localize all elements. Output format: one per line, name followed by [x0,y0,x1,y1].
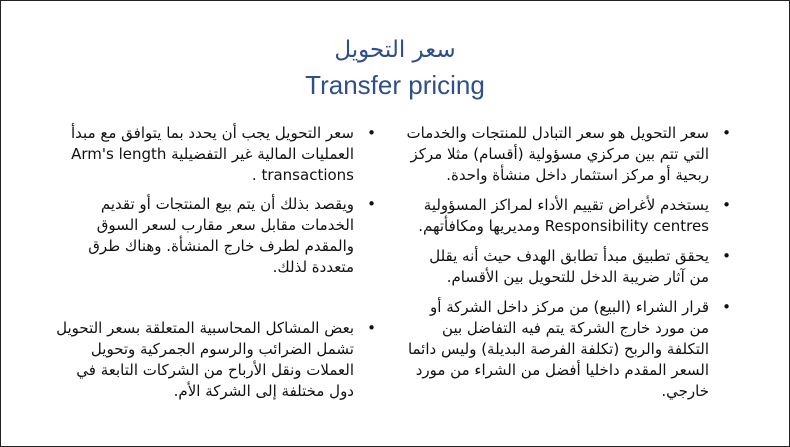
left-bullet-column [56,123,376,402]
bullet-text: بعض المشاكل المحاسبية المتعلقة بسعر التحويل تشمل الضرائب والرسوم الجمركية وتحويل العملات ونقل الأرباح من الشركات التابعة في دول مختلفة إلى الشركة الأم. [56,319,354,400]
bullet-item [56,123,376,186]
bullet-text: قرار الشراء (البيع) من مركز داخل الشركة أو من مورد خارج الشركة يتم فيه التفاضل بين التكلفة والربح (تكلفة الفرصة البديلة) وليس دائما السعر المقدم داخليا أفضل من الشراء من مورد خارجي. [407,298,709,400]
bullet-text: يستخدم لأغراض تقييم الأداء لمراكز المسؤولية Responsibility centres ومديريها ومكافأتهم. [418,196,709,235]
bullet-item [56,318,376,402]
bullet-text: سعر التحويل هو سعر التبادل للمنتجات والخدمات التي تتم بين مركزي مسؤولية (أقسام) مثلا مركز ربحية أو مركز استثمار داخل منشأة واحدة. [406,124,709,184]
bullet-item [56,194,376,278]
bullet-item [406,123,731,186]
bullet-text: ويقصد بذلك أن يتم بيع المنتجات أو تقديم الخدمات مقابل سعر مقارب لسعر السوق والمقدم لطرف خارج المنشأة. وهناك طرق متعددة لذلك. [88,195,354,276]
right-bullet-column [406,123,731,402]
bullet-item [406,195,731,237]
bullet-icon: • [722,124,731,142]
slide-title-english: Transfer pricing [305,70,485,100]
bullet-item [406,297,731,402]
bullet-text: يحقق تطبيق مبدأ تطابق الهدف حيث أنه يقلل من آثار ضريبة الدخل للتحويل بين الأقسام. [429,247,709,286]
bullet-text: سعر التحويل يجب أن يحدد بما يتوافق مع مبدأ العمليات المالية غير التفضيلية Arm's length transactions . [71,124,354,184]
bullet-icon: • [367,124,376,142]
slide-title-arabic: سعر التحويل [334,37,456,63]
bullet-item [406,246,731,288]
bullet-icon: • [367,195,376,213]
bullet-icon: • [722,298,731,316]
bullet-icon: • [722,196,731,214]
bullet-icon: • [722,247,731,265]
bullet-icon: • [367,319,376,337]
